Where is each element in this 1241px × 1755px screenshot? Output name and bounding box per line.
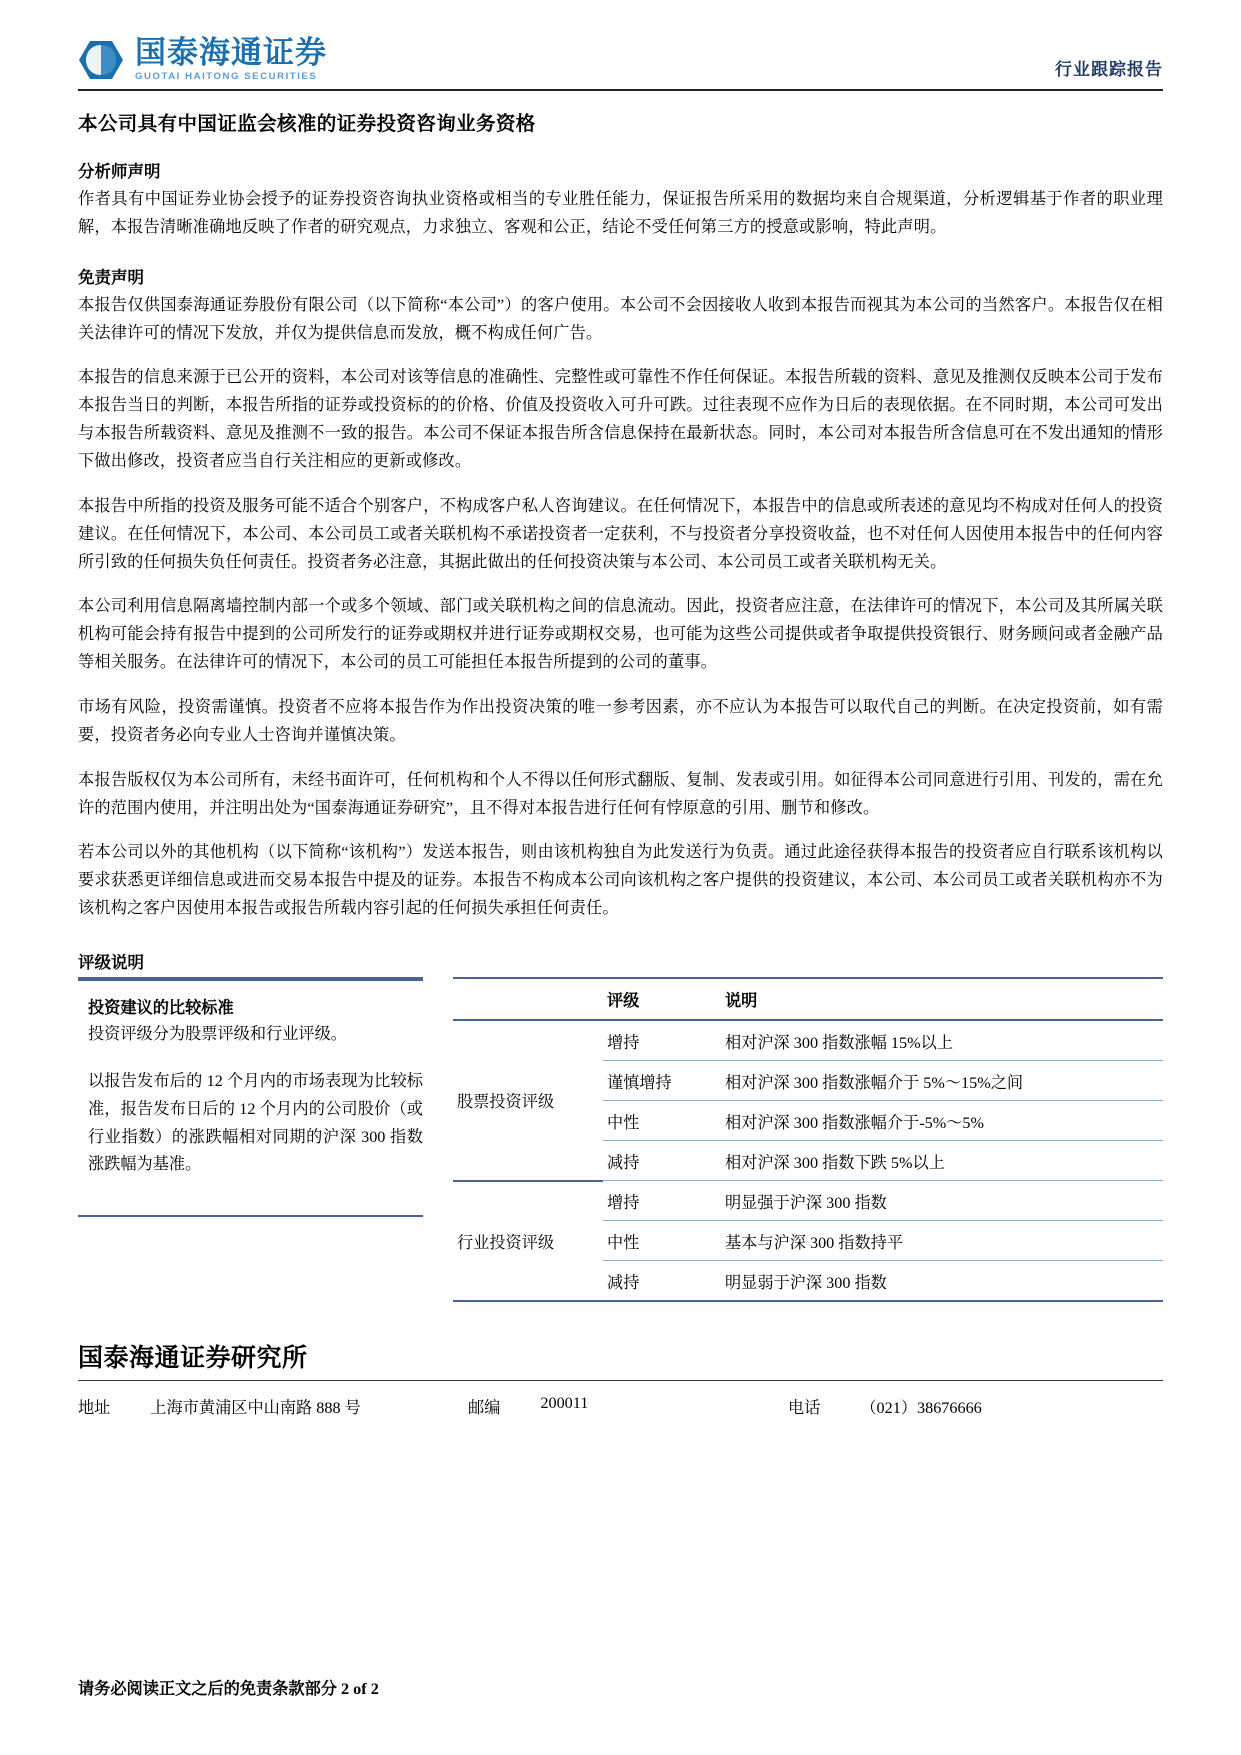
- phone-field: [788, 1394, 982, 1418]
- rating-cell: 增持: [603, 1181, 721, 1221]
- rating-cell: 减持: [603, 1261, 721, 1302]
- disclaimer-heading: 免责声明: [78, 267, 144, 287]
- phone-label: 电话: [788, 1399, 821, 1418]
- description-cell: 相对沪深 300 指数涨幅介于 5%～15%之间: [721, 1061, 1163, 1101]
- institute-name: 国泰海通证券研究所: [78, 1345, 308, 1373]
- group-label-stock: 股票投资评级: [453, 1020, 603, 1181]
- disclaimer-paragraph: 本公司利用信息隔离墙控制内部一个或多个领域、部门或关联机构之间的信息流动。因此，投资者应注意，在法律许可的情况下，本公司及其所属关联机构可能会持有报告中提到的公司所发行的证券或期权并进行证券或期权交易，也可能为这些公司提供或者争取提供投资银行、财务顾问或者金融产品等相关服务。在法律许可的情况下，本公司的员工可能担任本报告所提到的公司的董事。: [78, 597, 1163, 672]
- header-rating: 评级: [603, 978, 721, 1020]
- disclaimer-paragraph: 本报告仅供国泰海通证券股份有限公司（以下简称“本公司”）的客户使用。本公司不会因接收人收到本报告而视其为本公司的当然客户。本报告仅在相关法律许可的情况下发放，并仅为提供信息而发放，概不构成任何广告。: [78, 295, 1163, 342]
- rating-cell: 中性: [603, 1101, 721, 1141]
- rating-standard-panel: [78, 977, 423, 1302]
- rating-cell: 中性: [603, 1221, 721, 1261]
- zip-value: 200011: [540, 1394, 589, 1413]
- rating-table-header: [453, 978, 1163, 1020]
- comparison-standard-box: [78, 979, 423, 1217]
- comparison-standard-line1: 投资评级分为股票评级和行业评级。: [88, 1025, 347, 1044]
- company-logo: [78, 37, 327, 82]
- rating-cell: 谨慎增持: [603, 1061, 721, 1101]
- rating-table: [453, 977, 1163, 1302]
- description-cell: 明显强于沪深 300 指数: [721, 1181, 1163, 1221]
- address-field: [78, 1394, 468, 1418]
- rating-cell: 减持: [603, 1141, 721, 1181]
- group-label-industry: 行业投资评级: [453, 1181, 603, 1302]
- header-empty-cell: [453, 978, 603, 1020]
- comparison-standard-line2: 以报告发布后的 12 个月内的市场表现为比较标准，报告发布日后的 12 个月内的公司股价（或行业指数）的涨跌幅相对同期的沪深 300 指数涨跌幅为基准。: [88, 1071, 423, 1174]
- page-footer-note: 请务必阅读正文之后的免责条款部分 2 of 2: [78, 1680, 379, 1698]
- logo-wordmark: [135, 37, 327, 82]
- guotai-haitong-logo-icon: [78, 39, 124, 81]
- page-title: 本公司具有中国证监会核准的证券投资咨询业务资格: [78, 114, 536, 135]
- rating-cell: 增持: [603, 1020, 721, 1061]
- logo-chinese-name: 国泰海通证券: [135, 35, 327, 71]
- zip-label: 邮编: [468, 1399, 501, 1418]
- table-header-row: [453, 978, 1163, 1020]
- zip-field: [468, 1394, 788, 1418]
- analyst-statement-text: 作者具有中国证券业协会授予的证券投资咨询执业资格或相当的专业胜任能力，保证报告所采用的数据均来自合规渠道，分析逻辑基于作者的职业理解，本报告清晰准确地反映了作者的研究观点，力求独立、客观和公正，结论不受任何第三方的授意或影响，特此声明。: [78, 190, 1163, 236]
- address-value: 上海市黄浦区中山南路 888 号: [150, 1399, 361, 1418]
- description-cell: 相对沪深 300 指数涨幅介于-5%～5%: [721, 1101, 1163, 1141]
- rating-section-heading: 评级说明: [78, 953, 144, 973]
- comparison-standard-title: 投资建议的比较标准: [88, 999, 234, 1018]
- institute-divider: [78, 1380, 1163, 1381]
- logo-english-name: GUOTAI HAITONG SECURITIES: [135, 71, 318, 83]
- disclaimer-paragraph: 本报告的信息来源于已公开的资料，本公司对该等信息的准确性、完整性或可靠性不作任何保证。本报告所载的资料、意见及推测仅反映本公司于发布本报告当日的判断，本报告所指的证券或投资标的的价格、价值及投资收入可升可跌。过往表现不应作为日后的表现依据。在不同时期，本公司可发出与本报告所载资料、意见及推测不一致的报告。本公司不保证本报告所含信息保持在最新状态。同时，本公司对本报告所含信息可在不发出通知的情形下做出修改，投资者应当自行关注相应的更新或修改。: [78, 368, 1163, 471]
- disclaimer-paragraph: 市场有风险，投资需谨慎。投资者不应将本报告作为作出投资决策的唯一参考因素，亦不应认为本报告可以取代自己的判断。在决定投资前，如有需要，投资者务必向专业人士咨询并谨慎决策。: [78, 698, 1163, 744]
- rating-table-panel: [453, 977, 1163, 1302]
- rating-section: [78, 977, 1163, 1302]
- description-cell: 相对沪深 300 指数涨幅 15%以上: [721, 1020, 1163, 1061]
- description-cell: 明显弱于沪深 300 指数: [721, 1261, 1163, 1302]
- description-cell: 相对沪深 300 指数下跌 5%以上: [721, 1141, 1163, 1181]
- header-divider: [78, 89, 1163, 91]
- header-description: 说明: [721, 978, 1163, 1020]
- rating-table-body: [453, 1020, 1163, 1301]
- report-type-label: 行业跟踪报告: [1055, 60, 1163, 79]
- table-row: [453, 1181, 1163, 1221]
- disclaimer-paragraph: 本报告中所指的投资及服务可能不适合个别客户，不构成客户私人咨询建议。在任何情况下，本报告中的信息或所表述的意见均不构成对任何人的投资建议。在任何情况下，本公司、本公司员工或者关联机构不承诺投资者一定获利，不与投资者分享投资收益，也不对任何人因使用本报告中的任何内容所引致的任何损失负任何责任。投资者务必注意，其据此做出的任何投资决策与本公司、本公司员工或者关联机构无关。: [78, 496, 1163, 571]
- analyst-statement-heading: 分析师声明: [78, 162, 161, 181]
- table-row: [453, 1020, 1163, 1061]
- address-label: 地址: [78, 1399, 111, 1418]
- description-cell: 基本与沪深 300 指数持平: [721, 1221, 1163, 1261]
- disclaimer-paragraph: 若本公司以外的其他机构（以下简称“该机构”）发送本报告，则由该机构独自为此发送行为负责。通过此途径获得本报告的投资者应自行联系该机构以要求获悉更详细信息或进而交易本报告中提及的证券。本报告不构成本公司向该机构之客户提供的投资建议，本公司、本公司员工或者关联机构亦不为该机构之客户因使用本报告或报告所载内容引起的任何损失承担任何责任。: [78, 843, 1163, 918]
- disclaimer-paragraph: 本报告版权仅为本公司所有，未经书面许可，任何机构和个人不得以任何形式翻版、复制、发表或引用。如征得本公司同意进行引用、刊发的，需在允许的范围内使用，并注明出处为“国泰海通证券研究”，且不得对本报告进行任何有悖原意的引用、删节和修改。: [78, 770, 1163, 817]
- contact-info: [78, 1394, 1163, 1418]
- page-header: [78, 0, 1163, 82]
- phone-value: （021）38676666: [860, 1399, 982, 1418]
